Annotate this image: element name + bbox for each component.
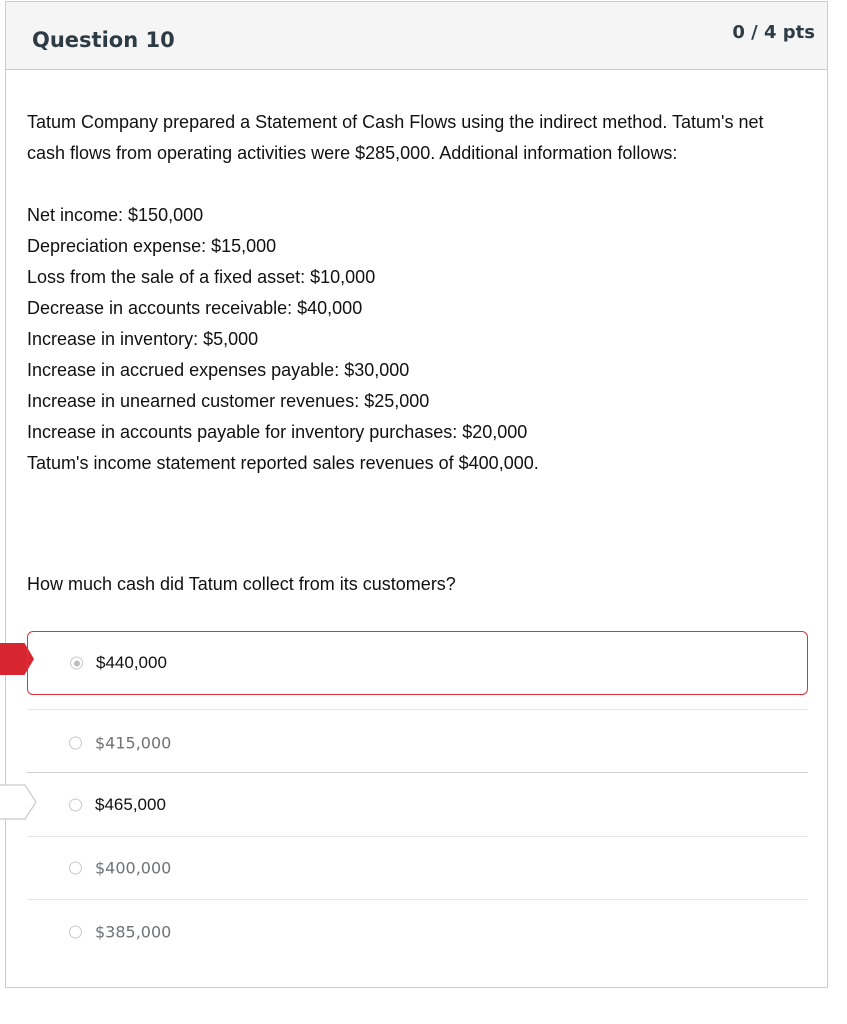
answer-option[interactable] xyxy=(27,631,808,695)
answer-option[interactable] xyxy=(27,773,808,837)
fact-item: Increase in unearned customer revenues: $25,000 xyxy=(27,391,430,411)
answer-divider xyxy=(27,709,808,710)
answer-option[interactable] xyxy=(27,711,808,775)
question-points: 0 / 4 pts xyxy=(732,22,815,43)
question-prompt: How much cash did Tatum collect from its customers? xyxy=(27,574,456,594)
radio-button[interactable] xyxy=(69,737,82,750)
radio-button[interactable] xyxy=(69,799,82,812)
question-text xyxy=(27,107,797,479)
answer-option[interactable] xyxy=(27,900,808,964)
answer-option[interactable] xyxy=(27,836,808,900)
answer-label: $465,000 xyxy=(95,795,166,814)
fact-item: Tatum's income statement reported sales revenues of $400,000. xyxy=(27,453,539,473)
fact-item: Increase in inventory: $5,000 xyxy=(27,329,259,349)
radio-button[interactable] xyxy=(70,657,83,670)
fact-item: Increase in accounts payable for inventory purchases: $20,000 xyxy=(27,422,528,442)
question-title: Question 10 xyxy=(32,28,175,52)
fact-item: Depreciation expense: $15,000 xyxy=(27,236,277,256)
radio-button[interactable] xyxy=(69,862,82,875)
facts-list xyxy=(27,200,797,479)
radio-button[interactable] xyxy=(69,926,82,939)
question-intro: Tatum Company prepared a Statement of Cash Flows using the indirect method. Tatum's net cash flows from operating activities were $285,000. Additional information follows: xyxy=(27,112,764,163)
fact-item: Net income: $150,000 xyxy=(27,205,204,225)
fact-item: Loss from the sale of a fixed asset: $10,000 xyxy=(27,267,376,287)
answer-label: $385,000 xyxy=(95,922,172,942)
answer-label: $440,000 xyxy=(96,653,167,672)
question-header xyxy=(6,2,827,70)
fact-item: Decrease in accounts receivable: $40,000 xyxy=(27,298,363,318)
answer-label: $415,000 xyxy=(95,733,172,753)
answer-label: $400,000 xyxy=(95,858,172,878)
fact-item: Increase in accrued expenses payable: $30,000 xyxy=(27,360,410,380)
